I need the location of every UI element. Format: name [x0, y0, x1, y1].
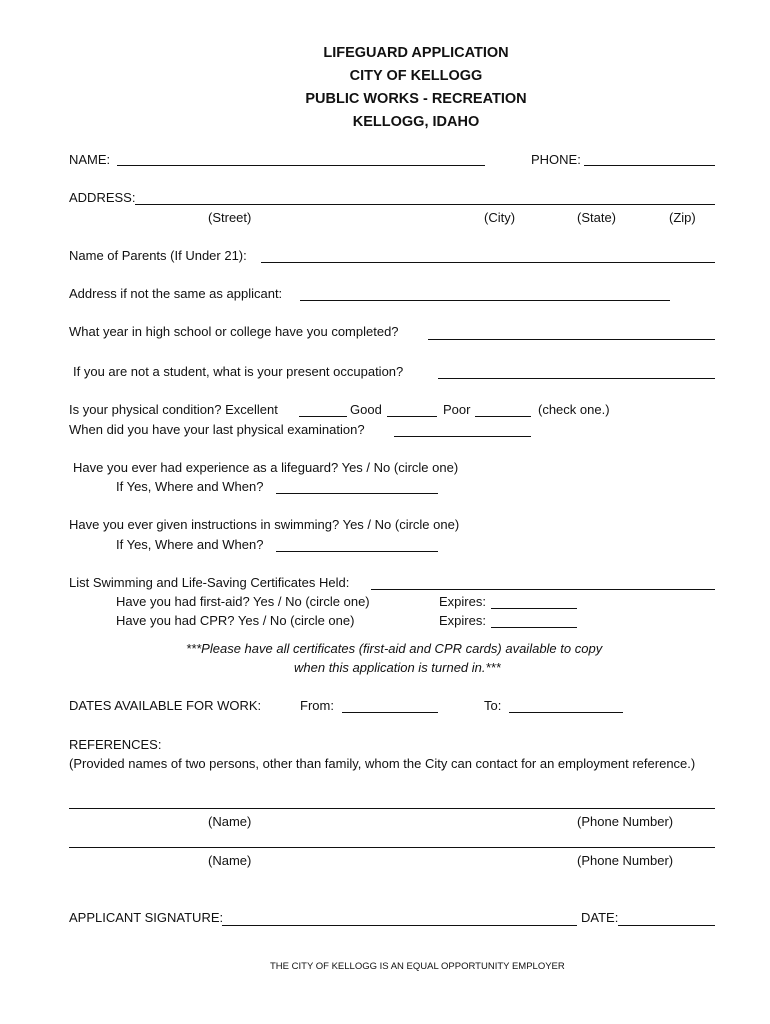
state-caption: (State) — [577, 210, 617, 225]
reference-2-name-caption: (Name) — [208, 853, 252, 868]
lifeguard-exp-label: Have you ever had experience as a lifeguard? Yes / No (circle one) — [73, 460, 459, 475]
parents-field[interactable] — [261, 262, 715, 263]
phone-label: PHONE: — [531, 152, 581, 167]
to-label: To: — [484, 698, 502, 713]
name-field[interactable] — [117, 165, 485, 166]
location: KELLOGG, IDAHO — [352, 114, 480, 130]
references-label: REFERENCES: — [69, 737, 162, 752]
equal-opportunity-footer: THE CITY OF KELLOGG IS AN EQUAL OPPORTUNITY EMPLOYER — [270, 961, 565, 972]
cpr-expires-field[interactable] — [491, 627, 577, 628]
alt-address-label: Address if not the same as applicant: — [69, 286, 283, 301]
city-caption: (City) — [484, 210, 516, 225]
references-description: (Provided names of two persons, other than family, whom the City can contact for an employment reference.) — [69, 756, 696, 771]
school-year-label: What year in high school or college have you completed? — [69, 324, 399, 339]
school-year-field[interactable] — [428, 339, 715, 340]
department-name: PUBLIC WORKS - RECREATION — [305, 91, 527, 107]
date-field[interactable] — [618, 925, 715, 926]
first-aid-label: Have you had first-aid? Yes / No (circle one) — [116, 594, 370, 609]
city-name: CITY OF KELLOGG — [349, 68, 483, 84]
zip-caption: (Zip) — [669, 210, 696, 225]
occupation-field[interactable] — [438, 378, 715, 379]
lifeguard-where-field[interactable] — [276, 493, 438, 494]
good-checkbox-line[interactable] — [387, 416, 437, 417]
cpr-label: Have you had CPR? Yes / No (circle one) — [116, 613, 355, 628]
certificates-field[interactable] — [371, 589, 715, 590]
last-exam-field[interactable] — [394, 436, 531, 437]
reference-2-field[interactable] — [69, 847, 715, 848]
reference-1-name-caption: (Name) — [208, 814, 252, 829]
dates-available-label: DATES AVAILABLE FOR WORK: — [69, 698, 262, 713]
certificates-note-line1: ***Please have all certificates (first-aid and CPR cards) available to copy — [186, 641, 603, 656]
excellent-checkbox-line[interactable] — [299, 416, 347, 417]
instructions-where-field[interactable] — [276, 551, 438, 552]
poor-checkbox-line[interactable] — [475, 416, 531, 417]
physical-label: Is your physical condition? Excellent — [69, 402, 278, 417]
last-exam-label: When did you have your last physical examination? — [69, 422, 365, 437]
reference-2-phone-caption: (Phone Number) — [577, 853, 674, 868]
occupation-label: If you are not a student, what is your present occupation? — [73, 364, 404, 379]
first-aid-expires-label: Expires: — [439, 594, 486, 609]
cpr-expires-label: Expires: — [439, 613, 486, 628]
signature-field[interactable] — [222, 925, 577, 926]
address-field[interactable] — [135, 204, 715, 205]
poor-label: Poor — [443, 402, 471, 417]
check-one-note: (check one.) — [538, 402, 610, 417]
phone-field[interactable] — [584, 165, 715, 166]
street-caption: (Street) — [208, 210, 252, 225]
parents-label: Name of Parents (If Under 21): — [69, 248, 247, 263]
reference-1-phone-caption: (Phone Number) — [577, 814, 674, 829]
date-label: DATE: — [581, 910, 619, 925]
from-date-field[interactable] — [342, 712, 438, 713]
form-title: LIFEGUARD APPLICATION — [323, 45, 509, 61]
from-label: From: — [300, 698, 334, 713]
instructions-label: Have you ever given instructions in swimming? Yes / No (circle one) — [69, 517, 460, 532]
good-label: Good — [350, 402, 382, 417]
address-label: ADDRESS: — [69, 190, 136, 205]
signature-label: APPLICANT SIGNATURE: — [69, 910, 224, 925]
first-aid-expires-field[interactable] — [491, 608, 577, 609]
lifeguard-where-label: If Yes, Where and When? — [116, 479, 264, 494]
certificates-note-line2: when this application is turned in.*** — [294, 660, 501, 675]
reference-1-field[interactable] — [69, 808, 715, 809]
alt-address-field[interactable] — [300, 300, 670, 301]
certificates-label: List Swimming and Life-Saving Certificates Held: — [69, 575, 350, 590]
name-label: NAME: — [69, 152, 111, 167]
instructions-where-label: If Yes, Where and When? — [116, 537, 264, 552]
to-date-field[interactable] — [509, 712, 623, 713]
